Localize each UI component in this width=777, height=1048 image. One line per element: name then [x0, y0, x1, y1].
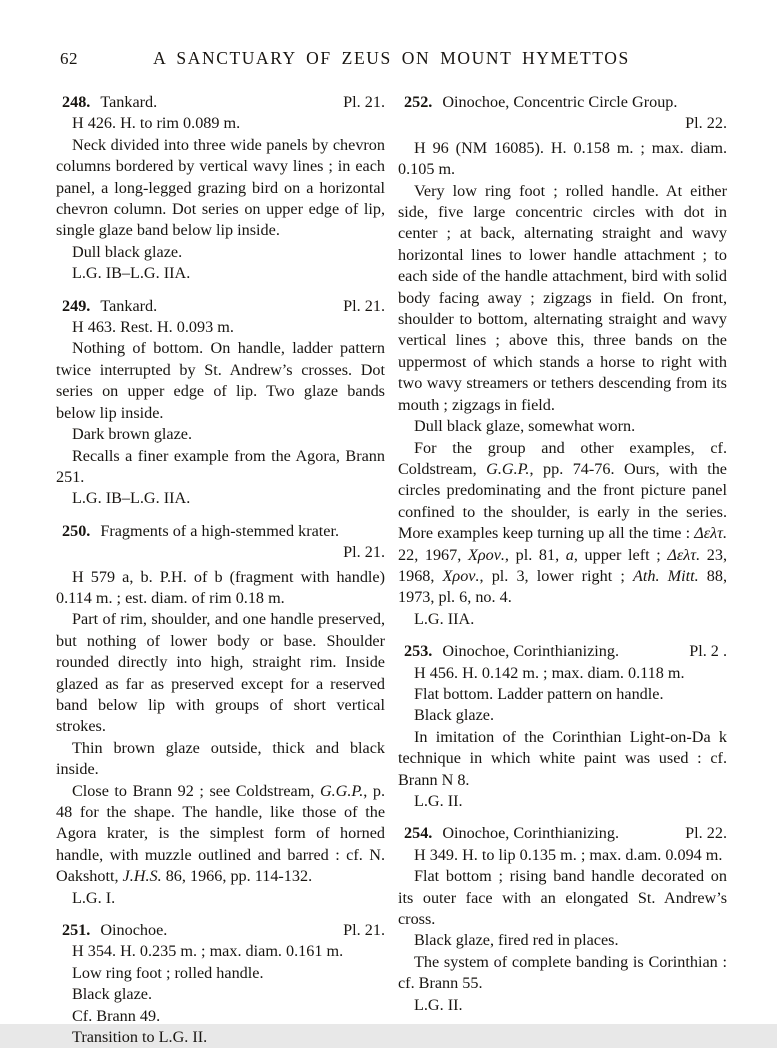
entry-paragraph: Recalls a finer example from the Agora, Brann 251. [56, 446, 385, 486]
entry-paragraph: Nothing of bottom. On handle, ladder pattern twice interrupted by St. Andrew’s crosses. Dot series on upper edge of lip. Two glaze bands below lip inside. [56, 339, 385, 422]
plate-reference: Pl. 22. [685, 824, 727, 843]
entry-heading [56, 521, 385, 542]
entry-title: Oinochoe, Corinthianizing. [442, 642, 620, 661]
plate-reference: Pl. 22. [685, 114, 727, 133]
entry-title: Fragments of a high-stemmed krater. [100, 521, 340, 540]
entry-paragraph: L.G. II. [414, 995, 463, 1014]
catalog-entry-254 [398, 823, 727, 1016]
running-title: A SANCTUARY OF ZEUS ON MOUNT HYMETTOS [153, 48, 630, 68]
catalog-entry-253 [398, 641, 727, 812]
entry-paragraph: Neck divided into three wide panels by chevron columns bordered by vertical wavy lines ; in each panel, a long-legged grazing bird on a horizontal chevron column. Dot series on upper edge of lip, single glaze band below lip inside. [56, 135, 385, 240]
entry-paragraph: H 354. H. 0.235 m. ; max. diam. 0.161 m. [72, 942, 344, 961]
entry-paragraph: Close to Brann 92 ; see Coldstream, G.G.P., p. 48 for the shape. The handle, like those of the Agora krater, is the simplest form of horned handle, with muzzle outlined and barred : cf. N. Oakshott, J.H.S. 86, 1966, pp. 114-132. [56, 781, 386, 886]
entry-paragraph: Very low ring foot ; rolled handle. At either side, five large concentric circles with dot in center ; at back, alternating straight and wavy horizontal lines to lower handle attachment ; to each side of the handle attachment, bird with solid body facing away ; zigzags in field. On front, shoulder to bottom, alternating straight and wavy vertical lines ; above this, three bands on the uppermost of which stands a horse to right with two wavy streamers or tethers descending from its mouth ; zigzags in field. [398, 181, 727, 414]
entry-heading [56, 92, 385, 113]
entry-heading [56, 296, 385, 317]
entry-paragraph: L.G. IB–L.G. IIA. [72, 264, 191, 283]
entry-paragraph: Dull black glaze, somewhat worn. [414, 417, 636, 436]
entry-paragraph: L.G. IIA. [414, 609, 475, 628]
entry-number: 248. [62, 93, 91, 111]
entry-paragraph: L.G. II. [414, 792, 463, 810]
entry-number: 251. [62, 921, 91, 940]
left-column [56, 92, 385, 1048]
entry-paragraph: Transition to L.G. II. [72, 1028, 208, 1047]
entry-heading [398, 92, 727, 113]
entry-paragraph: Flat bottom. Ladder pattern on handle. [414, 684, 664, 703]
entry-title: Oinochoe, Corinthianizing. [442, 824, 620, 843]
plate-reference: Pl. 21. [343, 93, 385, 111]
entry-number: 252. [404, 93, 433, 111]
catalog-entry-248 [56, 92, 385, 285]
plate-reference: Pl. 2 . [689, 642, 727, 661]
entry-paragraph: Black glaze, fired red in places. [414, 931, 619, 950]
plate-reference-line [56, 542, 385, 563]
plate-reference-line [398, 113, 727, 134]
catalog-entry-252 [398, 92, 727, 630]
entry-title: Tankard. [100, 93, 158, 111]
entry-number: 249. [62, 296, 91, 315]
entry-paragraph: H 463. Rest. H. 0.093 m. [72, 318, 234, 337]
entry-paragraph: Dull black glaze. [72, 242, 183, 261]
entry-paragraph: The system of complete banding is Corinthian : cf. Brann 55. [398, 952, 727, 993]
entry-paragraph: L.G. I. [72, 888, 116, 907]
entry-paragraph: Dark brown glaze. [72, 425, 193, 444]
entry-title: Tankard. [100, 296, 158, 315]
entry-paragraph: Black glaze. [72, 985, 152, 1004]
entry-paragraph: Thin brown glaze outside, thick and black inside. [56, 738, 385, 779]
entry-paragraph: Flat bottom ; rising band handle decorated on its outer face with an elongated St. Andrew’s cross. [398, 867, 727, 929]
catalog-entry-249 [56, 296, 385, 510]
entry-paragraph: H 349. H. to lip 0.135 m. ; max. d.am. 0.094 m. [414, 845, 723, 864]
entry-paragraph: H 96 (NM 16085). H. 0.158 m. ; max. diam. 0.105 m. [398, 138, 727, 179]
plate-reference: Pl. 21. [343, 543, 385, 562]
entry-number: 254. [404, 824, 433, 843]
catalog-entry-251 [56, 920, 385, 1048]
entry-title: Oinochoe. [100, 921, 168, 940]
entry-number: 253. [404, 642, 433, 661]
plate-reference: Pl. 21. [343, 296, 385, 315]
entry-paragraph: H 456. H. 0.142 m. ; max. diam. 0.118 m. [414, 663, 685, 682]
entry-heading [398, 823, 727, 844]
entry-title: Oinochoe, Concentric Circle Group. [442, 93, 678, 111]
entry-paragraph: L.G. IB–L.G. IIA. [72, 489, 191, 508]
two-column-body [56, 92, 727, 1048]
plate-reference: Pl. 21. [343, 921, 385, 940]
right-column [398, 92, 727, 1048]
entry-paragraph: For the group and other examples, cf. Coldstream, G.G.P., pp. 74-76. Ours, with the circles predominating and the front picture panel confined to the shoulder, is early in the series. More examples keep turning up all the time : Δελτ. 22, 1967, Χρον., pl. 81, a, upper left ; Δελτ. 23, 1968, Χρον., pl. 3, lower right ; Ath. Mitt. 88, 1973, pl. 6, no. 4. [398, 438, 728, 607]
catalog-entry-250 [56, 521, 385, 909]
entry-paragraph: In imitation of the Corinthian Light-on-Da k technique in which white paint was used : cf. Brann N 8. [398, 727, 727, 789]
entry-paragraph: Low ring foot ; rolled handle. [72, 963, 264, 982]
page-number: 62 [60, 49, 78, 68]
entry-paragraph: Cf. Brann 49. [72, 1006, 161, 1025]
entry-heading [56, 920, 385, 941]
entry-paragraph: Part of rim, shoulder, and one handle preserved, but nothing of lower body or base. Shoulder rounded directly into high, straight rim. Inside glazed as far as preserved except for a reserved band below lip with groups of short vertical strokes. [56, 610, 385, 736]
entry-paragraph: H 579 a, b. P.H. of b (fragment with handle) 0.114 m. ; est. diam. of rim 0.18 m. [56, 567, 385, 607]
running-header [56, 48, 727, 68]
entry-paragraph: Black glaze. [414, 706, 494, 725]
entry-heading [398, 641, 727, 662]
entry-number: 250. [62, 521, 91, 540]
entry-paragraph: H 426. H. to rim 0.089 m. [72, 114, 241, 133]
